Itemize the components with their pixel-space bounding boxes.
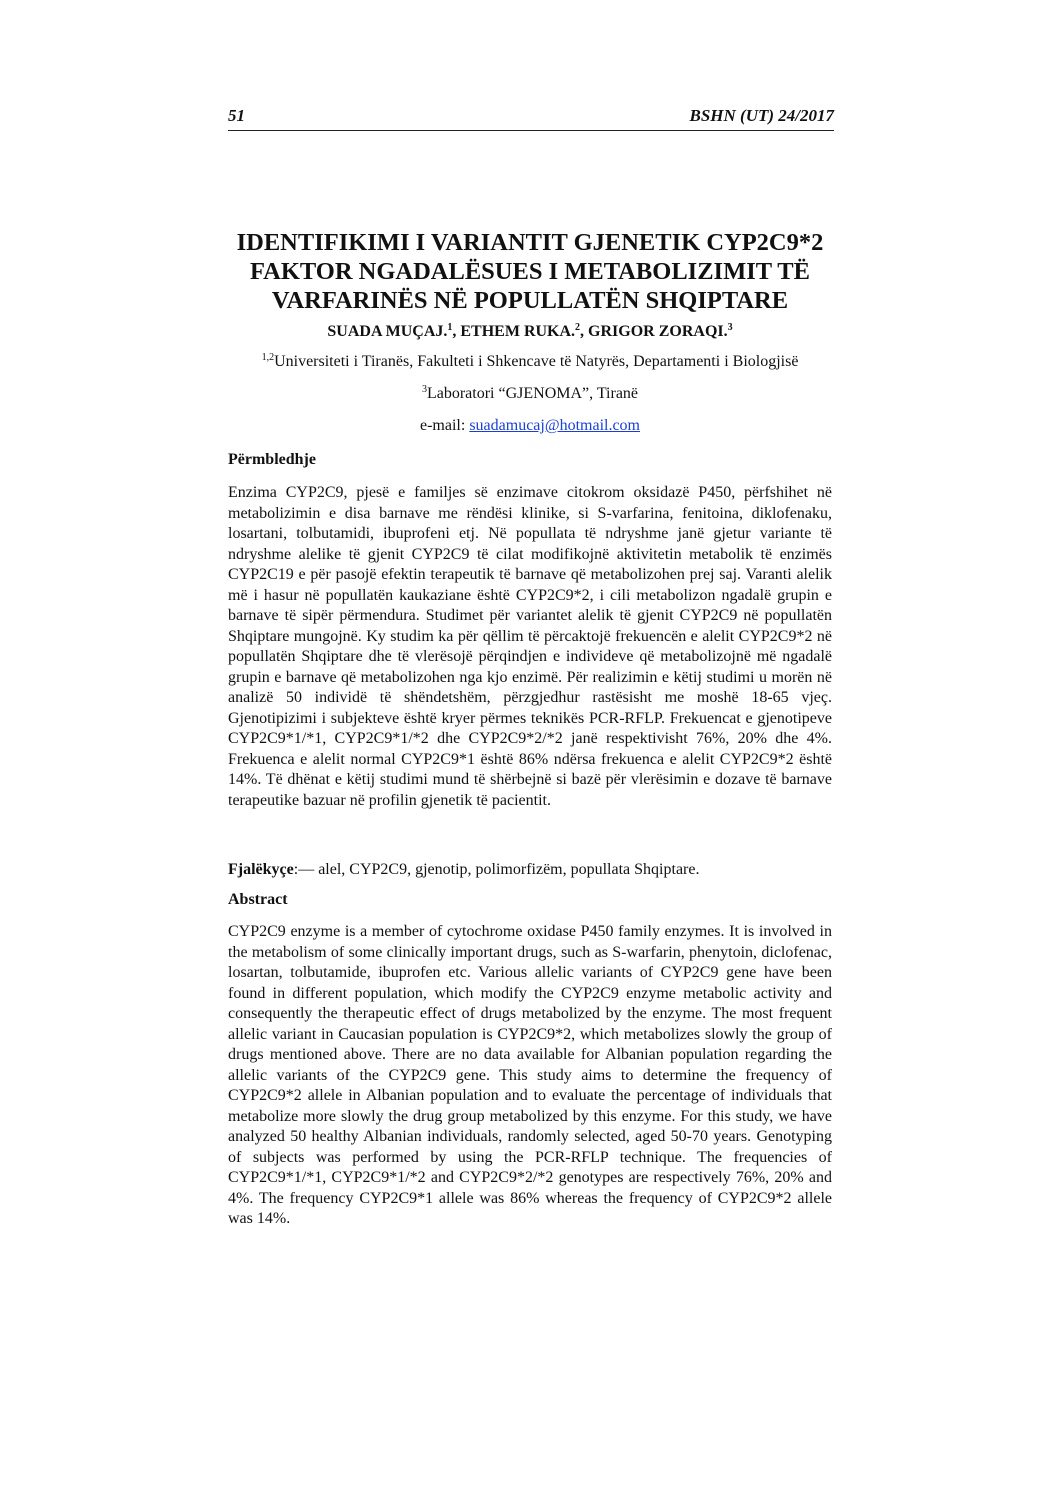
author-affiliation-mark: 2	[575, 322, 581, 333]
keywords-text: :— alel, CYP2C9, gjenotip, polimorfizëm, popullata Shqiptare.	[293, 861, 700, 878]
affiliation-mark: 1,2	[261, 352, 275, 363]
email-link[interactable]: suadamucaj@hotmail.com	[469, 417, 640, 434]
author-name: GRIGOR ZORAQI.	[588, 323, 728, 340]
affiliation-text: Laboratori “GJENOMA”, Tiranë	[426, 385, 639, 402]
keywords	[228, 860, 832, 880]
page-number: 51	[228, 106, 245, 125]
abstract-heading: Abstract	[228, 891, 288, 908]
contact-email	[200, 416, 860, 436]
paper-title: IDENTIFIKIMI I VARIANTIT GJENETIK CYP2C9*2 FAKTOR NGADALËSUES I METABOLIZIMIT TË VARFARINËS NË POPULLATËN SHQIPTARE	[236, 229, 824, 314]
author-list	[200, 322, 860, 342]
affiliation-text: Universiteti i Tiranës, Fakulteti i Shkencave të Natyrës, Departamenti i Biologjisë	[274, 353, 799, 370]
affiliation-mark: 3	[421, 384, 427, 395]
author-separator: ,	[580, 323, 589, 340]
running-header	[228, 104, 834, 131]
permbledhje-body: Enzima CYP2C9, pjesë e familjes së enzimave citokrom oksidazë P450, përfshihet në metabolizimin e disa barnave me rëndësi klinike, si S-varfarina, fenitoina, diklofenaku, losartani, tolbutamidi, ibuprofeni etj. Në popullata të ndryshme janë gjetur variante të ndryshme alelike të gjenit CYP2C9 të cilat modifikojnë aktivitetin metabolik të enzimës CYP2C19 e për pasojë efektin terapeutik të barnave që metabolizohen prej saj. Varanti alelik më i hasur në popullatën kaukaziane është CYP2C9*2, i cili metabolizon ngadalë grupin e barnave të sipër përmendura. Studimet për variantet alelik të gjenit CYP2C9 në popullatën Shqiptare mungojnë. Ky studim ka për qëllim të përcaktojë frekuencën e alelit CYP2C9*2 në popullatën Shqiptare dhe të vlerësojë përqindjen e individeve që metabolizojnë më ngadalë grupin e barnave që metabolizohen nga kjo enzimë. Për realizimin e këtij studimi u morën në analizë 50 individë të shëndetshëm, përzgjedhur rastësisht me moshë 18-65 vjeç. Gjenotipizimi i subjekteve është kryer përmes teknikës PCR-RFLP. Frekuencat e gjenotipeve CYP2C9*1/*1, CYP2C9*1/*2 dhe CYP2C9*2/*2 janë respektivisht 76%, 20% dhe 4%. Frekuenca e alelit normal CYP2C9*1 është 86% ndërsa frekuenca e alelit CYP2C9*2 është 14%. Të dhënat e këtij studimi mund të shërbejnë si bazë për vlerësimin e dozave të barnave terapeutike bazuar në profilin gjenetik të pacientit.	[228, 484, 832, 809]
author-name: ETHEM RUKA.	[460, 323, 576, 340]
affiliation-university	[200, 352, 860, 372]
abstract-body: CYP2C9 enzyme is a member of cytochrome oxidase P450 family enzymes. It is involved in the metabolism of some clinically important drugs, such as S-warfarin, phenytoin, diclofenac, losartan, tolbutamide, ibuprofen etc. Various allelic variants of CYP2C9 gene have been found in different population, which modify the CYP2C9 enzyme metabolic activity and consequently the therapeutic effect of drugs metabolized by the enzyme. The most frequent allelic variant in Caucasian population is CYP2C9*2, which metabolizes slowly the group of drugs mentioned above. There are no data available for Albanian population regarding the allelic variants of the CYP2C9 gene. This study aims to determine the frequency of CYP2C9*2 allele in Albanian population and to evaluate the percentage of individuals that metabolize more slowly the drug group metabolized by this enzyme. For this study, we have analyzed 50 healthy Albanian individuals, randomly selected, aged 50-70 years. Genotyping of subjects was performed by using the PCR-RFLP technique. The frequencies of CYP2C9*1/*1, CYP2C9*1/*2 and CYP2C9*2/*2 genotypes are respectively 76%, 20% and 4%. The frequency CYP2C9*1 allele was 86% whereas the frequency of CYP2C9*2 allele was 14%.	[228, 923, 832, 1227]
author-separator: ,	[452, 323, 461, 340]
author-affiliation-mark: 1	[447, 322, 453, 333]
email-label: e-mail:	[420, 417, 470, 434]
permbledhje-heading: Përmbledhje	[228, 451, 316, 468]
journal-reference: BSHN (UT) 24/2017	[689, 106, 834, 125]
affiliation-laboratory	[200, 384, 860, 404]
author-affiliation-mark: 3	[727, 322, 733, 333]
keywords-label: Fjalëkyçe	[228, 861, 294, 878]
author-name: SUADA MUÇAJ.	[327, 323, 448, 340]
